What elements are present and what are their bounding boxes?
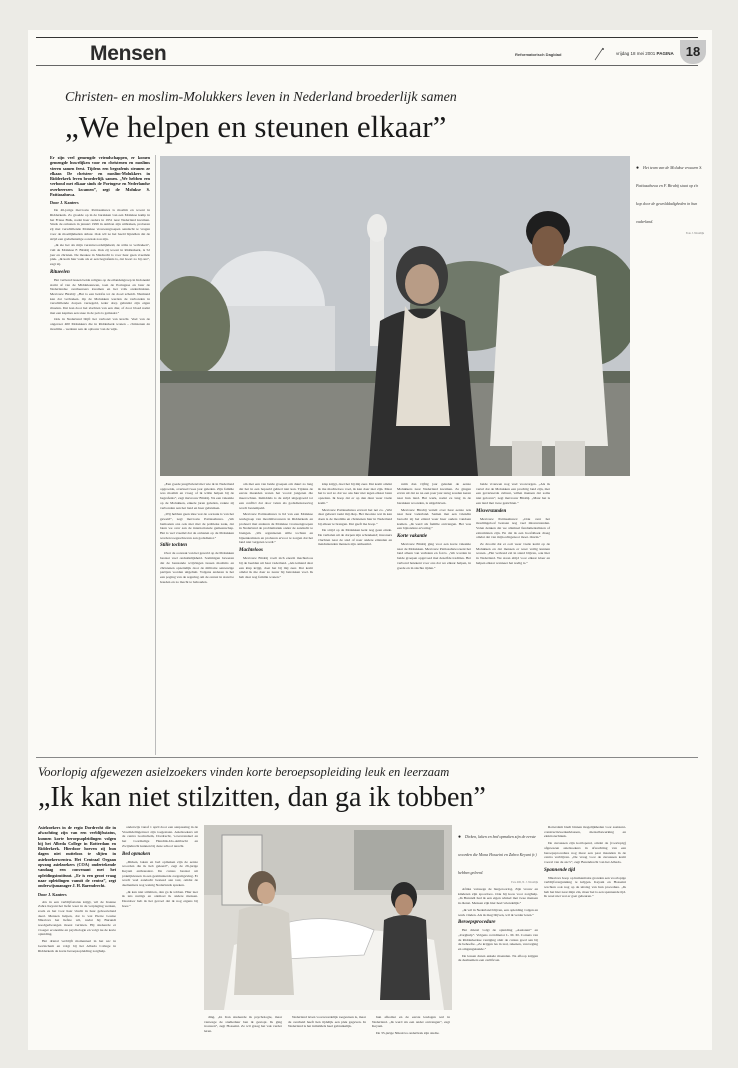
article2-caption-block [458,825,538,965]
article1-col5-p: ruim dan vijftig jaar geleden de eerste Molukkers naar Nederland kwamen. Ze gingen ervan uit dat ze na een paar jaar terug zouden keren naar hun land. Het werk, nadat ze lang in de barakken woonden, is uitgebleven. [397,482,471,505]
article2-col7-p: De cursussen zijn kortlopend, omdat de (voorlopig) afgewezen asielzoekers in afwachting van een beroepsprocedure nog maar een paar maanden in de centra verblijven. „De vraag voor de cursussen komt vooral van de azc's”, zegt Barendrecht van het Albeda. [544,841,626,864]
article1-col4-p: Mevrouw Pattiasahuwa ervaart het net zo. „Wat daar gebeurt raakt mij diep. Het mooiste wat ik kan doen is de moslims en christenen hier in Nederland bij elkaar te brengen. Dat geeft me hoop.” [318,507,392,526]
article1-col6-p: Mevrouw Pattiasahuwa: „Ook over het moslimgeloof bestaan nog veel misverstanden. Volen denken dat we allemaal fundamentalisten of extremisten zijn. En dat ik een hoofddoek draag omdat dat van mijn echtgenoot moet. Onzin.” [476,516,550,540]
article2-intro-block [38,825,116,955]
article2-subhead: Bed opmaken [122,851,151,857]
article2-col2-p: „Dirken, laken en bed opmaken zijn de eerste woorden die ik heb geleerd”, zegt de 26-jarige Keyani enthousiast. De cursus bestaat uit praktijklessen in een gesimuleerde zorgomgeving. Er wordt veel aandacht besteed aan taal, omdat de deelnemers nog weinig Nederlands spreken. [122,859,198,888]
article1-col1-p: Ook in Nederland blijft het verbond van kracht. Veel van de ongeveer 400 Molukkers die in Ridderkerk wonen – christenen én moslims – werkten aan de opbouw van de wijk. [50,317,150,331]
article1-col6-p: Ze droomt dat er ooit weer vrede komt op de Molukken en dat mensen er weer veilig kunnen wonen. „Het verbond zal in stand blijven, ook hier in Nederland. We staan altijd voor elkaar klaar en helpen elkaar wanneer het nodig is.” [476,542,550,565]
article1-col2-p: Over de oorzaak van het geweld op de Molukken bestaat veel onduidelijkheid. Sommigen beweren dat de bestaande wrijvingen tussen moslims en christenen opzettelijk door de militaire aanwezige partijen worden uitgebuit. Volgens anderen is het een poging van de regering om de onrust in stand te houden en zo macht te behouden. [160,551,234,584]
article1-col2-p: „Een goede jeugdvriend met wie ik in Nederland opgroeide, overleed twee jaar geleden. Zijn familie was moslim en vroeg of ik wilde helpen bij de begrafenis”, zegt mevrouw Birabij. Na een vakantie op de Molukken, enkele jaren geleden, raakte zij verbonden aan het land en haar gebruiken. [160,482,234,510]
page-number-badge [680,40,706,64]
section-title: Mensen [90,42,167,65]
article-divider [36,757,698,758]
article2-photo-credit: Foto RD, N. J. Westdijk [511,881,538,884]
article1-col4-p: klap krijgt, doet het bij mij zeer. Dat komt omdat ik me machteloos voel, ik kan daar niet zijn. Maar het is wel zo dat we ons hier niet tegen elkaar laten opzetten. Ik hoop dat er op den duur weer vrede komt.” [318,482,392,505]
article2-col5 [372,1015,450,1038]
masthead-logo [593,46,607,62]
article1-col4 [318,482,392,549]
article2-col7-p: Nikalova hoop op humanitaire gronden een voorlopige verblijfsvergunning te krijgen. Keyani en Hosseini wachten ook nog op de uitslag van hun procedure. „Ik heb het hier naar mijn zin, maar het is een spannende tijd. Ik weet niet wat er gaat gebeuren.” [544,875,626,899]
article1-col2 [160,482,234,586]
article1-intro-block [50,155,150,334]
article2-col5-p: hun afkomst en de eerste lesdagen wel in Nederland. „Ik werd als een ander ontvangen”, zegt Keyani. [372,1015,450,1029]
article2-photo [204,825,452,1010]
article2-col6-p: Het drietal volgt de opleiding „Assistent” en „Zorghulp”. Volgens coördinator L. M. M. Cornets van de Ridderkerkse vestiging sluit de cursus goed aan bij de behoefte. „Ze krijgen les in taal, rekenen, verzorging en omgangskunde.” [458,928,538,952]
bullet-icon: ● [636,166,640,171]
article2-col3 [204,1015,282,1036]
article2-col6 [458,887,538,963]
article1-col3-p: Mevrouw Pattiasahuwa is lid van een Molukse werkgroep van moslimvrouwen in Ridderkerk en probeert met anderen de Molukse vrouwengroepen in Nederland de problematiek onder de aandacht te brengen. „We organiseren stille tochten en bijeenkomsten en proberen ervoor te zorgen dat het land niet vergeten wordt.” [239,512,313,545]
article1-col1-p: „Ik zie het als mijn verantwoordelijkheid, de stilte te verbreken”, vult de Molukse F. Birabij aan. Ook zij woont in Ridderkerk, is 52 jaar en christen. De moskee in Sliedrecht is voor haar geen vreemde plek. „Ik kom hier vaak als er een begrafenis is, dat hoort zo bij ons”, zegt zij. [50,243,150,267]
article2-kicker: Voorlopig afgewezen asielzoekers vinden korte beroepsopleiding leuk en leerzaam [38,765,450,779]
newspaper-page [28,30,712,1050]
article1-col5-p: Mevrouw Birabij vertelt over haar eerste reis naar haar vaderland. Samen met een vriendin bezocht zij het eiland waar haar ouders vandaan komen. „Ik werd als familie ontvangen. Het was een bijzondere ervaring.” [397,507,471,531]
article1-col6 [476,482,550,568]
article1-col1-p: De 46-jarige mevrouw Pattiasahuwa is moslim en woont in Ridderkerk. Zo groeide op in de barakken van een Molukse kamp in het Friese Balk, nadat haar ouders in 1951 naar Nederland kwamen. Sinds de onlusten in januari 1999 in Ambon zijn uitbraken, proberen zij met verschillende Molukse vrouwengroepen aandacht te vragen voor de moeilijkheden aldaar. Ook wil ze het beeld bijstellen dat de strijd een godsdienstige oorzaak zou zijn. [50,208,150,241]
article2-col6-p: Afrika vanwege de burgeroorlog. Zijn vrouw en kinderen zijn spoorloos. Ook hij koos voor zorghulp. „In Burundi had ik een eigen winkel met twee mensen in dienst. Mensen zijn hier heel vriendelijk.” [458,887,538,906]
article1-col4-p: De strijd op de Molukken kent nog geen einde. De verhalen uit de dorpen zijn schokkend; inwoners vluchten naar de stad of naar andere eilanden en tienduizenden mensen zijn ontheemd. [318,528,392,547]
article1-intro: Er zijn veel gemengde vriendschappen, er komen gemengde huwelijken voor en christenen en moslims vieren samen feest. Tijdens een begrafenis steunen ze elkaar. De christen- en moslim-Molukkers in Ridderkerk leven broederlijk samen. „We hebben een verbond met elkaar sinds de Portugese en Nederlandse overheersers kwamen”, zegt de Molukse S. Pattiasahuwa. [50,155,150,198]
article1-col3-p: Mevrouw Birabij voelt zich enorm machteloos bij de beelden uit haar vaderland. „Als iemand daar een klap krijgt, doet het bij mij zeer. Dat komt omdat ik me daar zo nauw bij betrokken voel. Ik heb daar nog familie wonen.” [239,556,313,579]
article1-headline: „We helpen en steunen elkaar” [65,109,447,144]
photo-two-women [160,156,630,476]
article1-subhead: Misverstanden [476,508,507,514]
article2-caption: Dirken, laken en bed opmaken zijn de eerste woorden die Mona Hosseini en Zahra Keyani (r.) hebben geleerd. [458,834,537,875]
article1-photo [160,156,630,476]
article2-col1-p: Als in een verblijfsstatus krijgt, wil de Iraanse Zahra Keyani het liefst weer in de verpleging werken, zoals ze het voor haar vlucht in haar geboorteland deed. Mensen helpen, dat is wat Pierre Louise Nikalova het liefste wil, nadat hij Burundi noodgedwongen moest verlaten. Hij studeerde er vroeger economie en psychologie en volgt nu de korte opleiding. [38,899,116,937]
article1-col1 [50,208,150,331]
article1-photo-credit: Foto J. Westdijk [685,232,704,235]
article1-subhead: Ritueelen [50,269,70,275]
article1-subhead: Stille tochten [160,543,188,549]
article2-col2-p: onderwijs vanaf 1 april door een aanpassing in de Vreemdelingenwet zijn toegestaan. Asielzoekers uit de centra Gorinchem, Dordrecht, 's-Gravendeel en het voormalige Hendrik-Ido-Ambacht en Zwijndrecht kunnen bij deze school terecht. [122,825,198,848]
page-date-line [616,51,674,56]
article2-intro: Asielzoekers in de regio Dordrecht die in afwachting zijn van een verblijfsstatus, kunnen korte beroepsopleidingen volgen bij het Albeda College in Rotterdam en Ridderkerk. Hierdoor hoeven zij hun dagen niet nutteloos te slijten in asielzoekerscentra. Het Centraal Orgaan opvang asielzoekers (COA) ondertekende vandaag een convenant met het opleidingsinstituut. „Er is een groot vraag naar opleidingen vanuit de centra”, zegt onderwijsmanager J. H. Barendrecht. [38,825,116,889]
article2-headline: „Ik kan niet stilzitten, dan ga ik tobben” [38,782,486,813]
article2-col5-p: De 33-jarige Nikalova onderbrak zijn studie. [376,1031,440,1036]
article2-col1-p: Het drietal verblijft momenteel in het azc in Gorinchem en volgt bij het Albeda College in Ridderkerk de korte beroepsopleiding zorghulp. [38,939,116,953]
article1-col2-p: „Wij hebben geen idee wat de oorzaak is van het geweld”, zegt mevrouw Pattiasahuwa. „We bemoeien ons ook niet met de politieke zaak, dat laten we over aan de internationale gemeenschap. Het is wel vreemd dat de onlusten op de Molukken worden toegeschreven aan godsdienst.” [160,512,234,540]
paper-name: Reformatorisch Dagblad [515,52,562,57]
pagina-label: PAGINA [656,51,674,56]
article1-subhead: Machteloos [239,548,263,554]
article2-subhead: Spannende tijd [544,867,575,873]
article1-caption-block [636,156,704,235]
article2-col7 [544,825,626,901]
article2-col1 [38,900,116,954]
article1-col5 [397,482,471,572]
article1-kicker: Christen- en moslim-Molukkers leven in Nederland broederlijk samen [65,90,457,105]
header-bottom-rule [36,65,698,66]
article1-byline: Door J. Kanters [50,200,79,206]
article2-col6-p: De lessen duren enkele maanden. Na afloop krijgen de deelnemers een certificaat. [458,953,538,963]
article2-col2-p: „Ik kan niet stilzitten, dan ga ik tobben. Hier leer ik iets nuttigs en ontmoet ik andere mensen. Daardoor heb ik het gevoel dat ik nog ergens bij hoor.” [122,889,198,908]
article1-subhead: Korte vakantie [397,534,428,540]
article2-col2 [122,825,198,911]
article1-caption: Het team van de Molukse vrouwen S. Pattiasahuwa en F. Birabij staat op z'n kop door de gewelddadigheden in hun vaderland. [636,165,703,224]
article2-col4 [288,1015,366,1031]
article2-byline: Door J. Kanters [38,891,67,897]
article1-col1-p: Het verbond tussen beide religies op de eilandengroep in Indonesië stamt af van de Middeleeuwen, toen de Portugese en later de Nederlandse overheersers kwamen en het volk onderdrukten. Mevrouw Birabij: „Het is een belofte tot de dood scheidt. Niemand kan dat verbreken. Op de Molukken werden de verbonden in verschillende dorpen verzegeld, ieder dorp gebruikt zijn eigen rituelen. Dat kan door het slachten van een dier, of door bloed nadat met een kapmes een snee in de pols is gemaakt.” [50,277,150,315]
article2-col6-p: „Ik wil in Nederland blijven, een opleiding volgen en werk vinden. Als ik mag blijven, wil ik verder leren.” [458,907,538,917]
page-date: vrijdag 18 mei 2001 [616,51,656,56]
article1-col6-p: beide vrouwen nog veel voorzorgen. „Als ik vertel dat de Molukken een prachtig land zijn, met een gevarieerde cultuur, willen mensen dat soms niet geloven”, zegt mevrouw Birabij. „Maar het is een land met twee gezichten.” [476,482,550,505]
page-number: 18 [685,44,701,59]
article2-col7-p: Rotterdam biedt binnen mogelijkheden voor assistent-constructiewerkerklassen, metaalbewerking en elektrotechniek. [544,825,626,839]
article1-col3 [239,482,313,582]
article2-col4-p: Nederland leven voorwaardelijk toegestaan is, maar de overheid heeft hen tijdelijk een plek gegeven. In Nederland is het inmiddels heel gebruikelijk. [288,1015,366,1029]
article2-col3-p: ding. „In Iran studeerde ik psychologie, maar vanwege de studieduur ben ik gestopt. Ik ging trouwen”, zegt Hosseini. Ze wil graag het vak verder leren. [204,1015,282,1034]
photo-making-bed [204,825,452,1010]
article1-col3-p: om met een van beide groepen om duurt zo lang dat het in een bepaald gebied niet kan. Tijdens de eerste maanden waren het vooral jongeren die meevochten. Inmiddels is de strijd uitgegroeid tot een conflict dat door velen als godsdienstoorlog wordt bestempeld. [239,482,313,510]
article2-subhead: Beroepsprocedure [458,920,496,926]
header-top-rule [36,37,698,38]
article1-col5-p: Mevrouw Birabij ging voor een korte vakantie naar de Molukken. Mevrouw Pattiasahuwa kent het land alleen van verhalen en foto's. „We worden in beide groepen opgevoed met dezelfde tradities. Het verbond betekent voor ons dat we elkaar helpen, in goede en in slechte tijden.” [397,542,471,570]
column-rule [155,155,156,755]
bullet-icon: ● [458,835,462,840]
